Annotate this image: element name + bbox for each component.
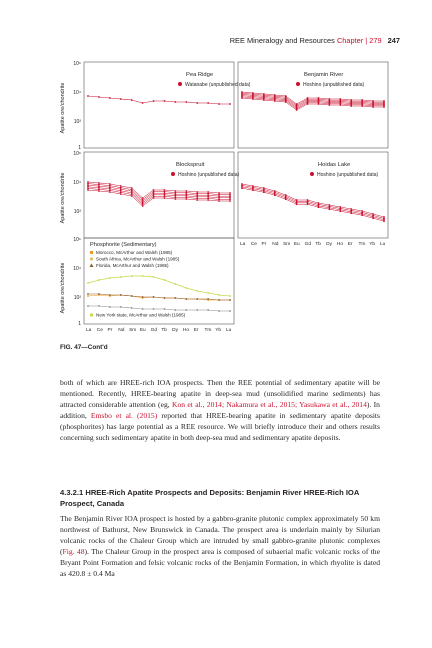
element-tick-label: Tb bbox=[315, 242, 321, 247]
data-point bbox=[229, 192, 231, 194]
data-point bbox=[328, 104, 330, 106]
data-point bbox=[274, 100, 276, 102]
data-point bbox=[296, 203, 298, 205]
data-point bbox=[164, 100, 166, 102]
data-point bbox=[229, 310, 231, 312]
data-point bbox=[131, 187, 133, 189]
data-point bbox=[263, 99, 265, 101]
page-number: 247 bbox=[387, 36, 400, 45]
y-ticks-row1 bbox=[73, 61, 81, 151]
data-point bbox=[218, 103, 220, 105]
y-axis-label-bottom: Apatite ore/chondrite bbox=[60, 262, 66, 314]
data-point bbox=[361, 105, 363, 107]
element-tick-label: Gd bbox=[304, 242, 312, 247]
data-point bbox=[383, 220, 385, 222]
data-point bbox=[164, 194, 166, 196]
data-point bbox=[109, 191, 111, 193]
data-point bbox=[87, 189, 89, 191]
data-point bbox=[185, 192, 187, 194]
data-point bbox=[98, 182, 100, 184]
element-tick-label: Pr bbox=[107, 328, 113, 333]
data-point bbox=[120, 193, 122, 195]
data-point bbox=[174, 101, 176, 103]
data-point bbox=[185, 309, 187, 311]
data-point bbox=[185, 101, 187, 103]
data-point bbox=[174, 193, 176, 195]
data-point bbox=[339, 104, 341, 106]
data-point bbox=[109, 294, 111, 296]
element-tick-label: Sm bbox=[129, 328, 137, 333]
data-point bbox=[87, 183, 89, 185]
element-tick-label: Yb bbox=[369, 242, 376, 247]
data-point bbox=[241, 97, 243, 99]
legend-hoidas-lake bbox=[310, 172, 378, 178]
data-point bbox=[196, 196, 198, 198]
data-point bbox=[87, 184, 89, 186]
ytick: 10² bbox=[73, 119, 81, 125]
citation-emsbo[interactable]: Emsbo et al. (2015) bbox=[90, 411, 158, 420]
element-tick-label: La bbox=[240, 242, 246, 247]
legend-blockspruit bbox=[171, 172, 239, 178]
panel-title-phosphorite: Phosphorite (Sedimentary) bbox=[90, 242, 157, 248]
data-point bbox=[318, 206, 320, 208]
ytick: 10² bbox=[73, 295, 81, 301]
element-tick-label: Tb bbox=[161, 328, 167, 333]
data-point bbox=[120, 188, 122, 190]
ytick: 10⁶ bbox=[73, 151, 81, 157]
legend-marker bbox=[178, 82, 182, 86]
panel-title-blockspruit: Blockspruit bbox=[176, 162, 205, 168]
data-point bbox=[142, 197, 144, 199]
data-point bbox=[350, 105, 352, 107]
pattern-hoidas-lake bbox=[242, 188, 384, 221]
panel-title-hoidas-lake: Hoidas Lake bbox=[318, 162, 351, 168]
data-point bbox=[218, 197, 220, 199]
element-tick-label: Ho bbox=[336, 242, 344, 247]
data-point bbox=[164, 189, 166, 191]
data-point bbox=[131, 99, 133, 101]
ytick: 10² bbox=[73, 209, 81, 215]
data-point bbox=[164, 279, 166, 281]
data-point bbox=[229, 295, 231, 297]
data-point bbox=[120, 276, 122, 278]
data-point bbox=[87, 95, 89, 97]
element-tick-label: Dy bbox=[326, 242, 333, 247]
legend-marker-south-africa bbox=[90, 257, 93, 260]
header-title: REE Mineralogy and Resources bbox=[229, 36, 335, 45]
element-tick-label: La bbox=[86, 328, 92, 333]
data-point bbox=[263, 191, 265, 193]
data-point bbox=[361, 214, 363, 216]
data-point bbox=[120, 185, 122, 187]
data-point bbox=[164, 196, 166, 198]
ree-patterns bbox=[87, 91, 385, 312]
element-labels-left bbox=[86, 327, 232, 333]
data-point bbox=[307, 103, 309, 105]
section-heading: 4.3.2.1 HREE-Rich Apatite Prospects and Deposits: Benjamin River HREE-Rich IOA Prospect, Canada bbox=[60, 488, 360, 508]
data-point bbox=[87, 305, 89, 307]
data-point bbox=[164, 192, 166, 194]
legend-label: Florida, McArthur and Walsh (1985) bbox=[96, 263, 169, 268]
element-tick-label: Ce bbox=[96, 328, 103, 333]
legend-marker-new-york bbox=[90, 313, 93, 316]
paragraph-1-text-3: reported that HREE-bearing apatite in sedimentary apatite deposits (phosphorites) has large potential as a REE resource. We will briefly introduce their and others results concerning such sedimentary apatite in both deep-sea mud and sedimentary apatite deposits. bbox=[60, 411, 380, 442]
data-point bbox=[109, 277, 111, 279]
element-tick-label: Tm bbox=[204, 328, 212, 333]
element-tick-label: Nd bbox=[272, 242, 279, 247]
data-point bbox=[185, 287, 187, 289]
data-point bbox=[98, 96, 100, 98]
data-point bbox=[218, 192, 220, 194]
panel-frame-hoidas-lake bbox=[238, 152, 388, 238]
data-point bbox=[142, 205, 144, 207]
data-point bbox=[131, 190, 133, 192]
data-point bbox=[218, 194, 220, 196]
running-header bbox=[0, 36, 400, 45]
data-point bbox=[207, 309, 209, 311]
panel-title-benjamin-river: Benjamin River bbox=[304, 72, 344, 78]
data-point bbox=[131, 192, 133, 194]
data-point bbox=[218, 195, 220, 197]
citation-kon-nakamura-yasukawa[interactable]: Kon et al., 2014; Nakamura et al., 2015; Yasukawa et al., 2014 bbox=[171, 400, 367, 409]
paragraph-1 bbox=[60, 377, 380, 443]
element-tick-label: Eu bbox=[293, 242, 300, 247]
data-point bbox=[196, 194, 198, 196]
data-point bbox=[196, 309, 198, 311]
element-tick-label: Gd bbox=[150, 328, 158, 333]
data-point bbox=[196, 191, 198, 193]
data-point bbox=[218, 310, 220, 312]
data-point bbox=[174, 297, 176, 299]
data-point bbox=[142, 275, 144, 277]
data-point bbox=[185, 193, 187, 195]
element-tick-label: Er bbox=[347, 242, 353, 247]
data-point bbox=[252, 189, 254, 191]
data-point bbox=[218, 299, 220, 301]
data-point bbox=[372, 217, 374, 219]
data-point bbox=[274, 194, 276, 196]
data-point bbox=[153, 194, 155, 196]
data-point bbox=[153, 196, 155, 198]
data-point bbox=[229, 299, 231, 301]
data-point bbox=[207, 191, 209, 193]
data-point bbox=[120, 294, 122, 296]
data-point bbox=[229, 199, 231, 201]
data-point bbox=[252, 98, 254, 100]
element-tick-label: Eu bbox=[139, 328, 146, 333]
element-tick-label: Er bbox=[193, 328, 199, 333]
legend-marker-morocco bbox=[90, 251, 93, 254]
data-point bbox=[98, 185, 100, 187]
data-point bbox=[142, 199, 144, 201]
ytick: 1 bbox=[78, 321, 81, 327]
data-point bbox=[207, 199, 209, 201]
y-axis-label-middle: Apatite ore/chondrite bbox=[60, 172, 66, 224]
data-point bbox=[229, 194, 231, 196]
legend-marker-florida bbox=[90, 264, 94, 268]
data-point bbox=[164, 297, 166, 299]
data-point bbox=[350, 212, 352, 214]
data-point bbox=[131, 195, 133, 197]
data-point bbox=[241, 187, 243, 189]
legend-label: Hoshino (unpublished data) bbox=[303, 82, 365, 88]
paragraph-2 bbox=[60, 513, 380, 579]
data-point bbox=[229, 197, 231, 199]
data-point bbox=[218, 294, 220, 296]
legend-phosphorite bbox=[90, 250, 186, 318]
data-point bbox=[142, 202, 144, 204]
data-point bbox=[174, 190, 176, 192]
paragraph-1-text-1: both of which are HREE-rich IOA prospects. Then the REE potential of sedimentary apatite will be mentioned. Recently, HREE-bearing apatite in deep-sea mud (unsolidified marine sediments) has attracted considerable attention (eg, bbox=[60, 378, 380, 409]
data-point bbox=[109, 183, 111, 185]
legend-label: South Africa, McArthur and Walsh (1985) bbox=[96, 256, 180, 262]
legend-label: Watanabe (unpublished data) bbox=[185, 82, 251, 88]
data-point bbox=[185, 198, 187, 200]
data-point bbox=[120, 306, 122, 308]
legend-label: Hoshino (unpublished data) bbox=[317, 172, 379, 178]
header-chapter: Chapter | 279 bbox=[336, 36, 382, 45]
data-point bbox=[196, 290, 198, 292]
data-point bbox=[153, 191, 155, 193]
data-point bbox=[153, 296, 155, 298]
data-point bbox=[142, 200, 144, 202]
paragraph-2-text-2: ). The Chaleur Group in the prospect area is composed of subaerial mafic volcanic rocks of the Bryant Point Formation and felsic volcanic rocks of the Benjamin Formation, in which rhyolite is dated as 420.8 ± 0.4 Ma bbox=[60, 547, 380, 578]
data-point bbox=[174, 198, 176, 200]
y-axis-label-top: Apatite ore/chondrite bbox=[60, 82, 66, 134]
element-tick-label: Lu bbox=[380, 242, 386, 247]
data-point bbox=[153, 308, 155, 310]
data-point bbox=[207, 193, 209, 195]
figure-caption: FIG. 47—Cont'd bbox=[60, 344, 108, 351]
data-point bbox=[109, 188, 111, 190]
data-point bbox=[383, 106, 385, 108]
data-point bbox=[372, 106, 374, 108]
data-point bbox=[153, 189, 155, 191]
data-point bbox=[229, 195, 231, 197]
legend-benjamin-river bbox=[296, 82, 364, 88]
data-point bbox=[98, 189, 100, 191]
ytick: 10⁴ bbox=[73, 180, 81, 186]
data-point bbox=[87, 293, 89, 295]
element-tick-label: Nd bbox=[118, 328, 125, 333]
data-point bbox=[153, 192, 155, 194]
data-point bbox=[207, 196, 209, 198]
legend-label: New York state, McArthur and Walsh (1985) bbox=[96, 312, 186, 318]
data-point bbox=[285, 198, 287, 200]
data-point bbox=[174, 309, 176, 311]
data-point bbox=[120, 98, 122, 100]
legend-label: Morocco, McArthur and Walsh (1985) bbox=[96, 250, 173, 255]
data-point bbox=[98, 187, 100, 189]
data-point bbox=[185, 197, 187, 199]
data-point bbox=[218, 199, 220, 201]
data-point bbox=[131, 275, 133, 277]
ytick: 10⁴ bbox=[73, 90, 81, 96]
data-point bbox=[164, 308, 166, 310]
data-point bbox=[185, 190, 187, 192]
data-point bbox=[120, 187, 122, 189]
ytick: 10⁴ bbox=[73, 266, 81, 272]
data-point bbox=[98, 305, 100, 307]
data-point bbox=[120, 190, 122, 192]
element-labels-right bbox=[240, 241, 386, 247]
data-point bbox=[109, 186, 111, 188]
data-point bbox=[142, 296, 144, 298]
data-point bbox=[109, 97, 111, 99]
data-point bbox=[296, 109, 298, 111]
data-point bbox=[98, 190, 100, 192]
data-point bbox=[142, 204, 144, 206]
element-tick-label: Pr bbox=[261, 242, 267, 247]
y-ticks-row2 bbox=[73, 151, 81, 215]
data-point bbox=[131, 194, 133, 196]
data-point bbox=[87, 295, 89, 297]
y-ticks-row3 bbox=[73, 237, 81, 327]
data-point bbox=[207, 292, 209, 294]
data-point bbox=[339, 210, 341, 212]
data-point bbox=[164, 197, 166, 199]
data-point bbox=[196, 298, 198, 300]
data-point bbox=[87, 188, 89, 190]
ytick: 10⁶ bbox=[73, 61, 81, 67]
legend-marker bbox=[310, 172, 314, 176]
legend-pea-ridge bbox=[178, 82, 251, 88]
data-point bbox=[285, 101, 287, 103]
legend-marker bbox=[171, 172, 175, 176]
element-tick-label: Dy bbox=[172, 328, 179, 333]
data-point bbox=[87, 181, 89, 183]
ytick: 1 bbox=[78, 145, 81, 151]
data-point bbox=[174, 197, 176, 199]
element-tick-label: Ce bbox=[250, 242, 257, 247]
element-tick-label: Lu bbox=[226, 328, 232, 333]
data-point bbox=[98, 184, 100, 186]
data-point bbox=[196, 193, 198, 195]
element-tick-label: Sm bbox=[283, 242, 291, 247]
data-point bbox=[218, 200, 220, 202]
element-tick-label: Yb bbox=[215, 328, 222, 333]
data-point bbox=[131, 189, 133, 191]
data-point bbox=[153, 276, 155, 278]
element-tick-label: Tm bbox=[358, 242, 366, 247]
data-point bbox=[131, 295, 133, 297]
legend-marker bbox=[296, 82, 300, 86]
ree-pattern-figure bbox=[56, 48, 406, 348]
data-point bbox=[109, 185, 111, 187]
panel-title-pea-ridge: Pea Ridge bbox=[186, 72, 214, 78]
data-point bbox=[207, 194, 209, 196]
data-point bbox=[164, 191, 166, 193]
legend-label: Hoshino (unpublished data) bbox=[178, 172, 240, 178]
paragraph-2-text-1: The Benjamin River IOA prospect is hosted by a gabbro-granite plutonic complex approximately 50 km northwest of Bathurst, New Brunswick in Canada. The prospect area is underlain mainly by Silurian volcanic rocks of the Chaleur Group which are intruded by small gabbro-granite plutonic complexes ( bbox=[60, 514, 380, 556]
data-point bbox=[207, 298, 209, 300]
data-point bbox=[196, 102, 198, 104]
data-point bbox=[87, 282, 89, 284]
data-point bbox=[207, 198, 209, 200]
data-point bbox=[98, 293, 100, 295]
data-point bbox=[207, 102, 209, 104]
data-point bbox=[131, 307, 133, 309]
data-point bbox=[153, 197, 155, 199]
data-point bbox=[142, 308, 144, 310]
data-point bbox=[174, 195, 176, 197]
data-point bbox=[109, 306, 111, 308]
data-point bbox=[185, 298, 187, 300]
data-point bbox=[318, 103, 320, 105]
data-point bbox=[196, 199, 198, 201]
data-point bbox=[328, 208, 330, 210]
data-point bbox=[196, 198, 198, 200]
data-point bbox=[307, 203, 309, 205]
data-point bbox=[109, 190, 111, 192]
ytick: 10⁶ bbox=[73, 237, 81, 243]
data-point bbox=[174, 192, 176, 194]
data-point bbox=[98, 279, 100, 281]
element-tick-label: Ho bbox=[182, 328, 190, 333]
figure-reference-fig-48[interactable]: Fig. 48 bbox=[62, 547, 85, 556]
paragraph-1-text-2: ). In addition, bbox=[60, 400, 380, 420]
data-point bbox=[153, 100, 155, 102]
data-point bbox=[185, 195, 187, 197]
data-point bbox=[87, 186, 89, 188]
data-point bbox=[229, 200, 231, 202]
data-point bbox=[120, 192, 122, 194]
data-point bbox=[229, 103, 231, 105]
data-point bbox=[174, 283, 176, 285]
data-point bbox=[142, 102, 144, 104]
